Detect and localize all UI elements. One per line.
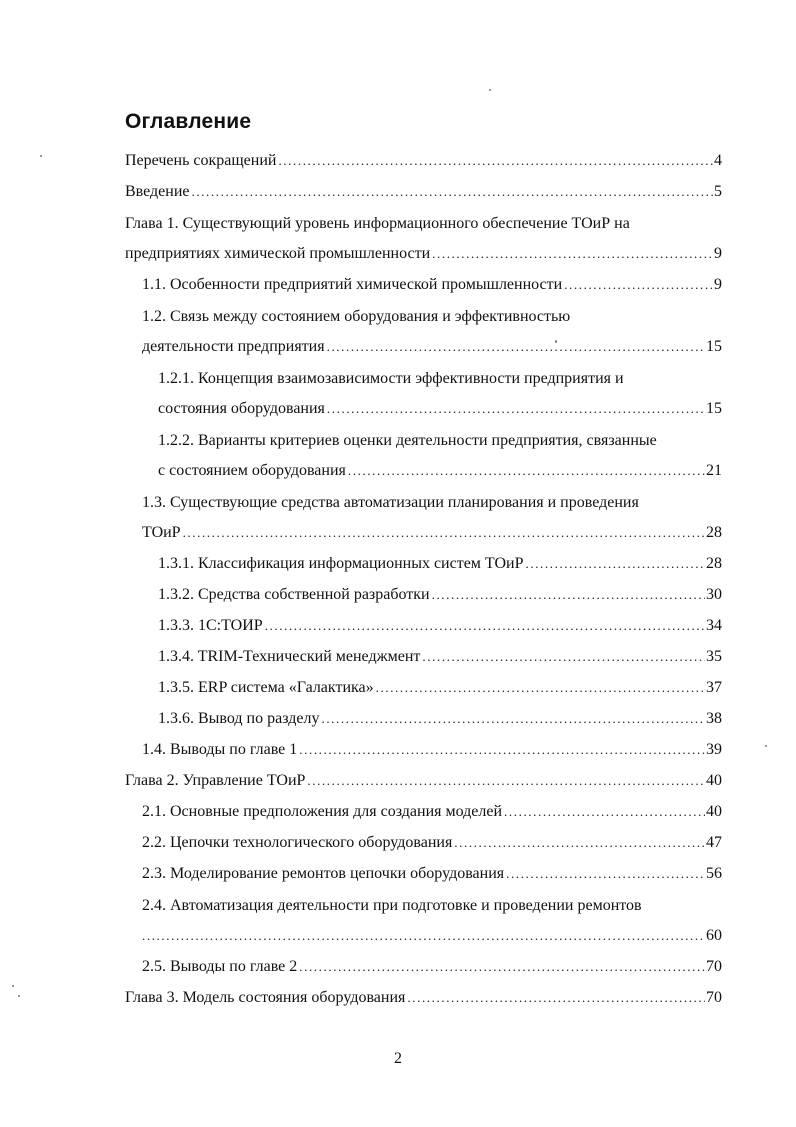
toc-entry-title: Введение <box>125 183 190 200</box>
toc-entry-page: 40 <box>706 803 722 820</box>
dot-leader <box>327 339 705 355</box>
toc-entry-page: 5 <box>714 183 722 200</box>
toc-entry[interactable] <box>142 803 722 821</box>
page-title: Оглавление <box>125 110 252 133</box>
toc-entry[interactable] <box>125 152 722 170</box>
toc-entry-page: 30 <box>706 586 722 603</box>
toc-entry-page: 70 <box>706 989 722 1006</box>
toc-entry[interactable] <box>142 338 722 356</box>
toc-entry-title: 2.5. Выводы по главе 2 <box>142 958 298 975</box>
toc-entry-page: 60 <box>706 927 722 944</box>
toc-entry-title: 1.3.4. TRIM-Технический менеджмент <box>158 648 421 665</box>
toc-entry[interactable] <box>125 772 722 790</box>
dot-leader <box>454 835 705 851</box>
toc-entry-page: 15 <box>706 400 722 417</box>
toc-entry-page: 39 <box>706 741 722 758</box>
dot-leader <box>348 463 705 479</box>
toc-entry-title: Глава 2. Управление ТОиР <box>125 772 306 789</box>
toc-entry[interactable] <box>142 276 722 294</box>
dot-leader <box>432 587 705 603</box>
toc-entry-page: 9 <box>714 245 722 262</box>
dot-leader <box>142 928 705 944</box>
toc-entry-title: 1.3.5. ERP система «Галактика» <box>158 679 374 696</box>
dot-leader <box>506 866 705 882</box>
toc-entry[interactable] <box>158 617 722 635</box>
toc-entry-page: 15 <box>706 338 722 355</box>
toc-entry-title: 2.1. Основные предположения для создания моделей <box>142 803 503 820</box>
toc-entry-title: 1.3.6. Вывод по разделу <box>158 710 320 727</box>
dot-leader <box>526 556 706 572</box>
toc-entry[interactable] <box>158 710 722 728</box>
dot-leader <box>299 742 705 758</box>
toc-entry-page: 28 <box>706 524 722 541</box>
toc-entry[interactable] <box>158 462 722 480</box>
page-number: 2 <box>394 1050 402 1067</box>
dot-leader <box>376 680 705 696</box>
toc-entry-line[interactable]: Глава 1. Существующий уровень информационного обеспечение ТОиР на <box>125 215 630 232</box>
toc-entry-title: с состоянием оборудования <box>158 462 346 479</box>
toc-entry-page: 38 <box>706 710 722 727</box>
toc-entry-line[interactable]: 1.2.1. Концепция взаимозависимости эффективности предприятия и <box>158 370 624 387</box>
scan-speck <box>40 155 42 157</box>
dot-leader <box>432 246 713 262</box>
scan-speck <box>489 89 491 91</box>
toc-entry-page: 34 <box>706 617 722 634</box>
dot-leader <box>183 525 705 541</box>
toc-entry-title: 1.4. Выводы по главе 1 <box>142 741 298 758</box>
toc-entry[interactable] <box>125 245 722 263</box>
scan-speck <box>12 985 14 987</box>
toc-entry[interactable] <box>142 834 722 852</box>
dot-leader <box>192 184 714 200</box>
toc-entry[interactable] <box>142 524 722 542</box>
toc-entry[interactable] <box>158 400 722 418</box>
toc-entry-line[interactable]: 1.2. Связь между состоянием оборудования и эффективностью <box>142 308 571 325</box>
toc-entry-title: 1.3.2. Средства собственной разработки <box>158 586 430 603</box>
toc-entry-page: 70 <box>706 958 722 975</box>
toc-entry[interactable] <box>125 183 722 201</box>
toc-entry-title: 1.3.1. Классификация информационных систем ТОиР <box>158 555 524 572</box>
toc-entry[interactable] <box>158 679 722 697</box>
toc-entry-title: 1.3.3. 1С:ТОИР <box>158 617 263 634</box>
toc-entry-title: деятельности предприятия <box>142 338 325 355</box>
scan-speck <box>765 745 767 747</box>
toc-entry-title: 2.3. Моделирование ремонтов цепочки оборудования <box>142 865 505 882</box>
toc-entry-title: состояния оборудования <box>158 400 325 417</box>
toc-entry[interactable] <box>142 741 722 759</box>
dot-leader <box>278 153 713 169</box>
dot-leader <box>407 990 705 1006</box>
dot-leader <box>299 959 705 975</box>
toc-entry[interactable] <box>158 555 722 573</box>
dot-leader <box>504 804 705 820</box>
dot-leader <box>327 401 705 417</box>
toc-entry-title: Перечень сокращений <box>125 152 277 169</box>
toc-entry-line[interactable]: 2.4. Автоматизация деятельности при подготовке и проведении ремонтов <box>142 897 642 914</box>
toc-entry[interactable] <box>142 865 722 883</box>
dot-leader <box>564 277 713 293</box>
dot-leader <box>321 711 705 727</box>
toc-entry-page: 9 <box>714 276 722 293</box>
toc-entry-page: 21 <box>706 462 722 479</box>
toc-entry-title: 2.2. Цепочки технологического оборудования <box>142 834 453 851</box>
dot-leader <box>422 649 705 665</box>
toc-entry-page: 28 <box>706 555 722 572</box>
toc-entry-line[interactable]: 1.2.2. Варианты критериев оценки деятельности предприятия, связанные <box>158 432 657 449</box>
toc-entry-page: 4 <box>714 152 722 169</box>
toc-entry-page: 37 <box>706 679 722 696</box>
toc-entry[interactable] <box>142 958 722 976</box>
dot-leader <box>265 618 705 634</box>
toc-entry-title: предприятиях химической промышленности <box>125 245 431 262</box>
toc-entry-line[interactable]: 1.3. Существующие средства автоматизации планирования и проведения <box>142 494 639 511</box>
scan-speck <box>18 995 20 997</box>
toc-entry-title: Глава 3. Модель состояния оборудования <box>125 989 406 1006</box>
toc-entry-page: 40 <box>706 772 722 789</box>
toc-entry-page: 35 <box>706 648 722 665</box>
toc-entry-title: 1.1. Особенности предприятий химической промышленности <box>142 276 563 293</box>
toc-entry[interactable] <box>158 586 722 604</box>
toc-entry-title: ТОиР <box>142 524 181 541</box>
toc-entry-page: 56 <box>706 865 722 882</box>
scan-speck <box>555 340 557 343</box>
dot-leader <box>307 773 705 789</box>
toc-entry[interactable] <box>142 927 722 945</box>
toc-entry[interactable] <box>158 648 722 666</box>
toc-entry-page: 47 <box>706 834 722 851</box>
toc-entry[interactable] <box>125 989 722 1007</box>
